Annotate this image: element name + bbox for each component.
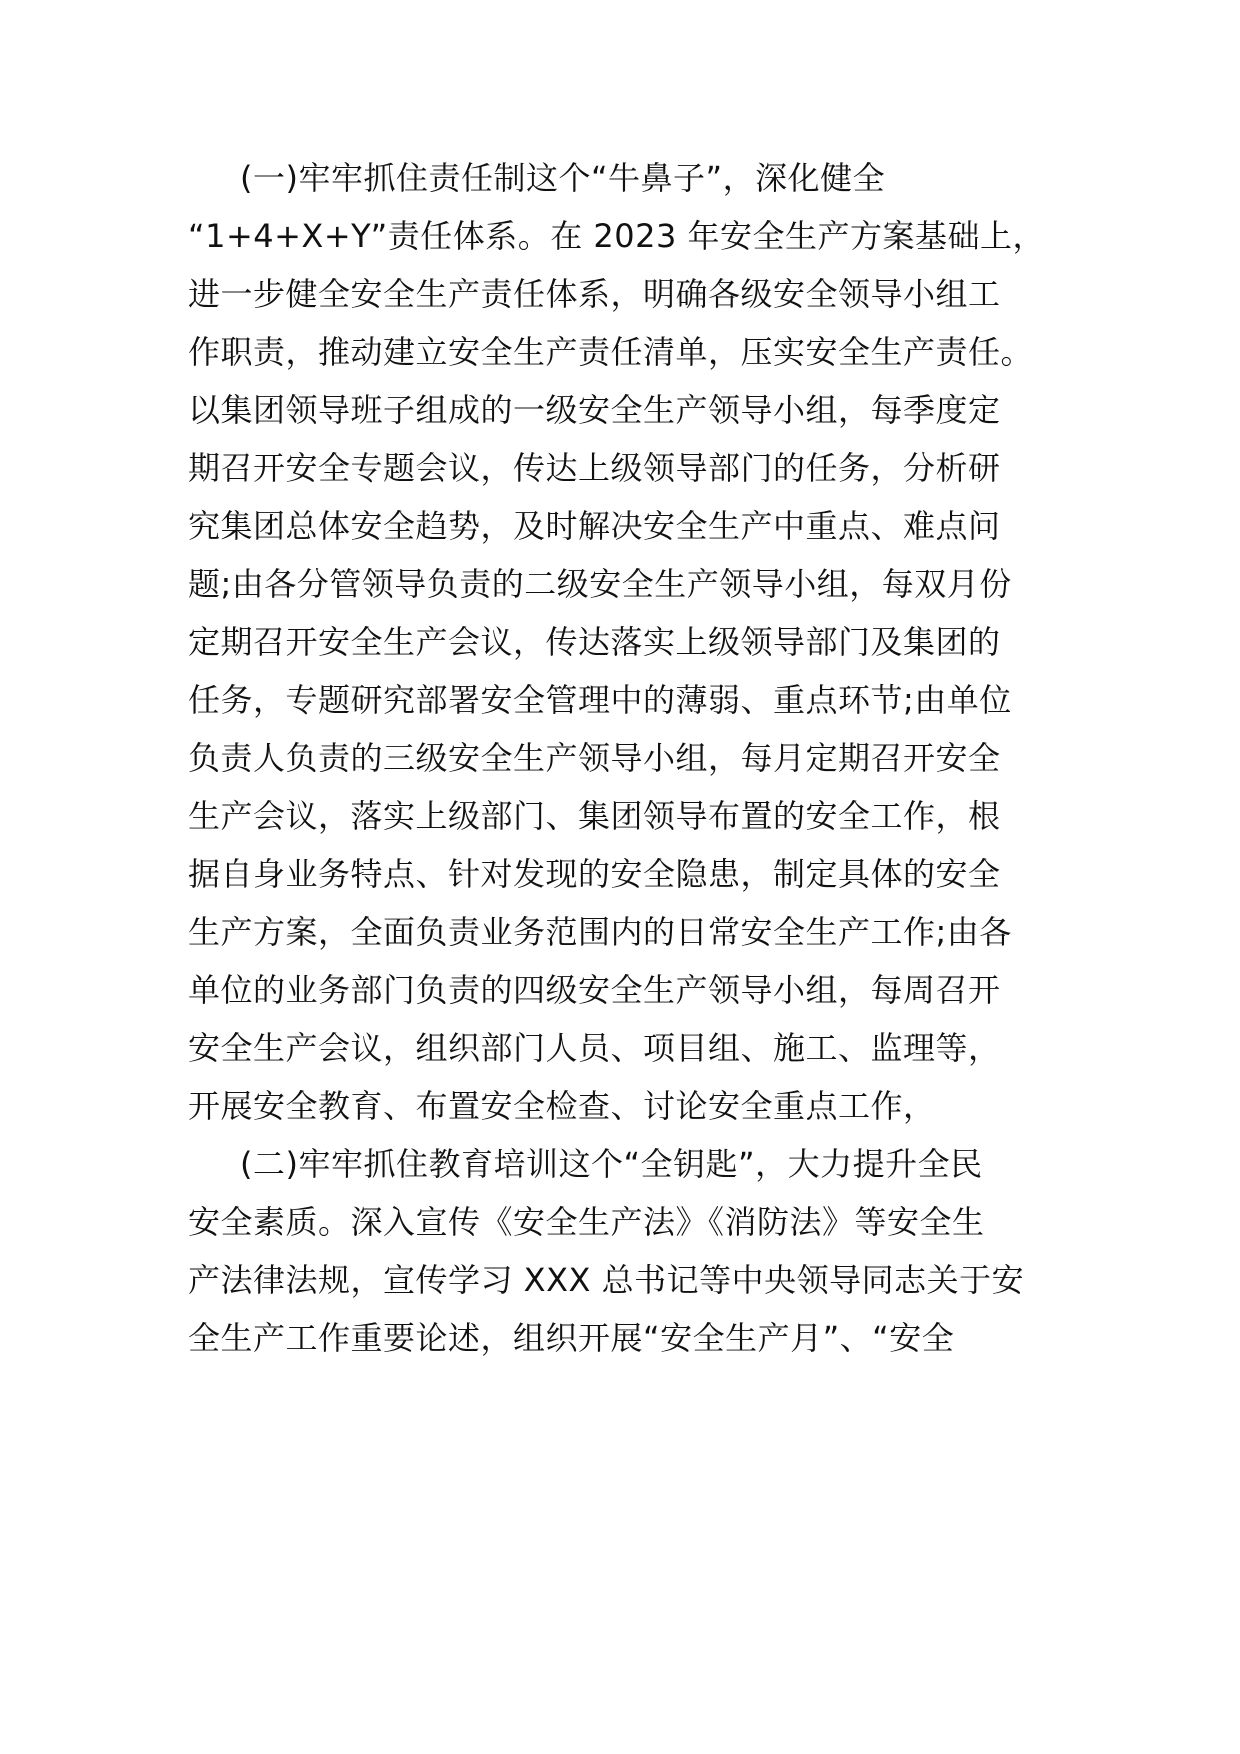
paragraph-1-line: 生产会议，落实上级部门、集团领导布置的安全工作，根: [188, 797, 1001, 835]
paragraph-1-line: 期召开安全专题会议，传达上级领导部门的任务，分析研: [188, 449, 1001, 487]
paragraph-1-line: 定期召开安全生产会议，传达落实上级领导部门及集团的: [188, 623, 1001, 661]
paragraph-1-line: 任务，专题研究部署安全管理中的薄弱、重点环节;由单位: [188, 681, 1012, 719]
paragraph-1-line: 安全生产会议，组织部门人员、项目组、施工、监理等，: [188, 1029, 1001, 1067]
paragraph-1-line: 进一步健全安全生产责任体系，明确各级安全领导小组工: [188, 275, 1001, 313]
paragraph-1-line: 负责人负责的三级安全生产领导小组，每月定期召开安全: [188, 739, 1001, 777]
paragraph-2-line: 全生产工作重要论述，组织开展“安全生产月”、“安全: [188, 1319, 955, 1357]
paragraph-1-line: “1+4+X+Y”责任体系。在 2023 年安全生产方案基础上，: [188, 217, 1046, 255]
paragraph-1-line: 生产方案，全面负责业务范围内的日常安全生产工作;由各: [188, 913, 1012, 951]
paragraph-2-heading-line: (二)牢牢抓住教育培训这个“全钥匙”，大力提升全民: [240, 1145, 983, 1183]
paragraph-2-line: 安全素质。深入宣传《安全生产法》《消防法》等安全生: [188, 1203, 985, 1241]
paragraph-1-line: 题;由各分管领导负责的二级安全生产领导小组，每双月份: [188, 565, 1012, 603]
paragraph-1-line: 以集团领导班子组成的一级安全生产领导小组，每季度定: [188, 391, 1001, 429]
paragraph-1-line: 单位的业务部门负责的四级安全生产领导小组，每周召开: [188, 971, 1001, 1009]
paragraph-1-line: 作职责，推动建立安全生产责任清单，压实安全生产责任。: [188, 333, 1034, 371]
paragraph-1-line: 据自身业务特点、针对发现的安全隐患，制定具体的安全: [188, 855, 1001, 893]
paragraph-2-line: 产法律法规，宣传学习 XXX 总书记等中央领导同志关于安: [188, 1261, 1025, 1299]
paragraph-1-line: 究集团总体安全趋势，及时解决安全生产中重点、难点问: [188, 507, 1001, 545]
paragraph-1-line: 开展安全教育、布置安全检查、讨论安全重点工作，: [188, 1087, 936, 1125]
paragraph-1-heading-line: (一)牢牢抓住责任制这个“牛鼻子”，深化健全: [240, 159, 886, 197]
